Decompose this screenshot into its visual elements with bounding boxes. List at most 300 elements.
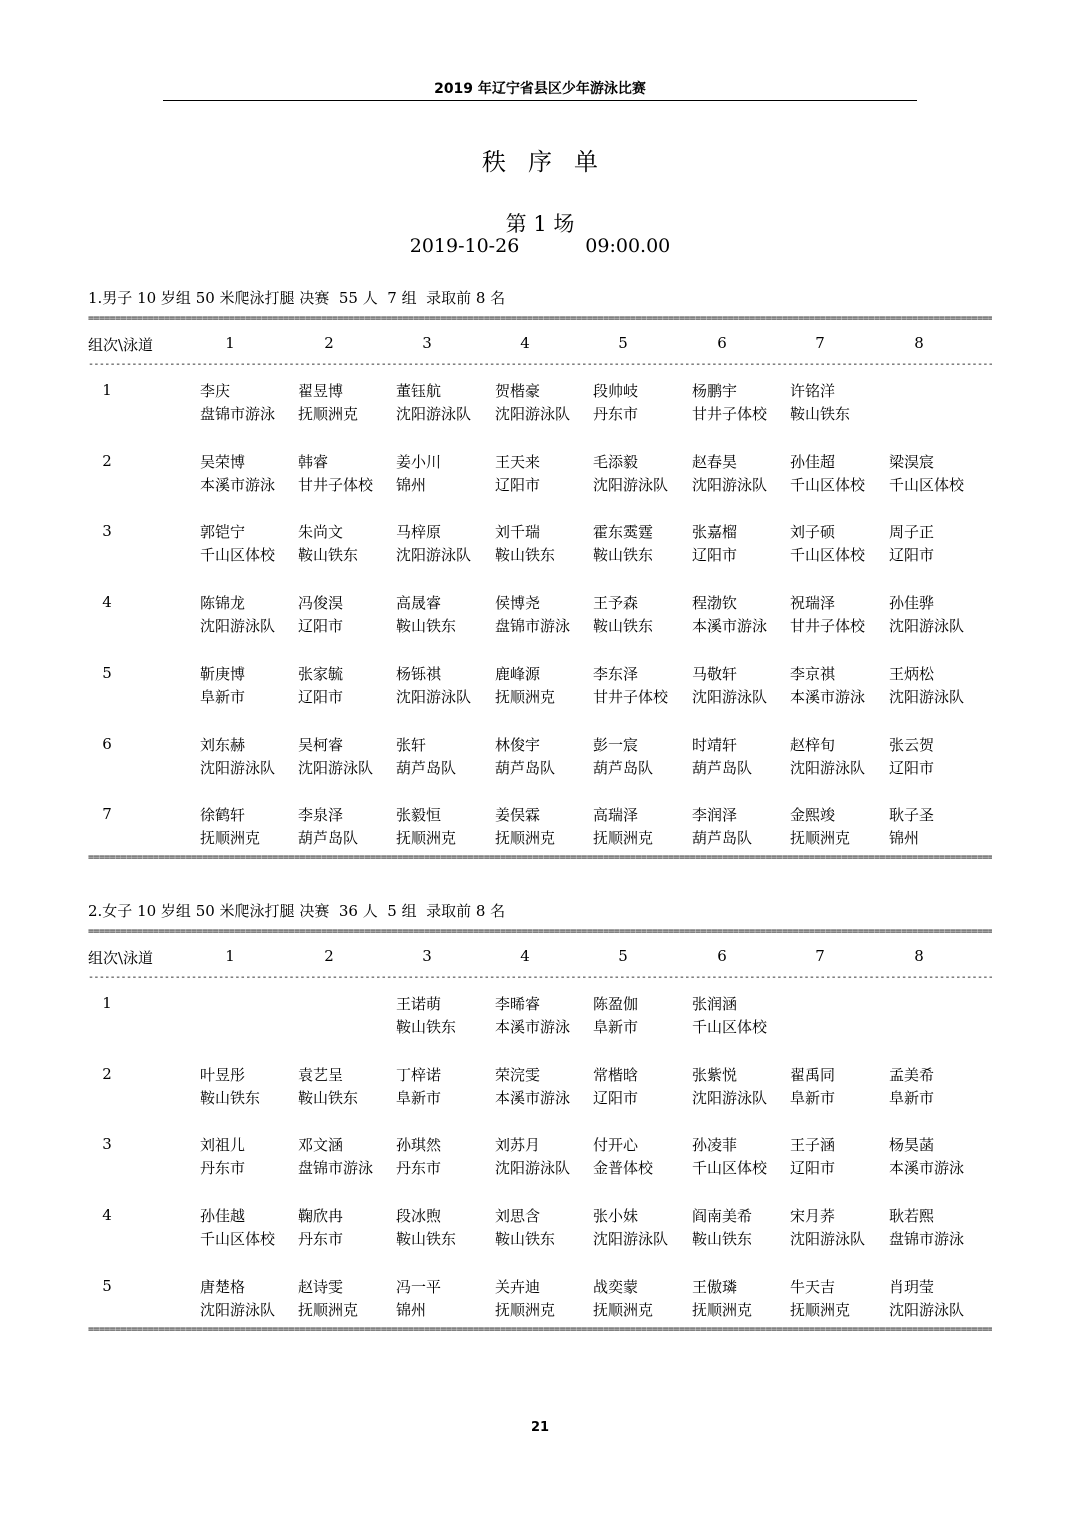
heat-number: 4 bbox=[102, 1206, 112, 1225]
swimmer-team: 抚顺洲克 bbox=[495, 829, 556, 848]
header-title: 2019 年辽宁省县区少年游泳比赛 bbox=[434, 81, 646, 97]
swimmer-cell bbox=[790, 593, 885, 639]
swimmer-cell bbox=[790, 664, 885, 710]
swimmer-team: 阜新市 bbox=[889, 1088, 935, 1107]
swimmer-name: 唐楚格 bbox=[200, 1277, 246, 1296]
swimmer-team: 丹东市 bbox=[200, 1159, 246, 1178]
swimmer-cell bbox=[889, 994, 984, 1040]
swimmer-cell bbox=[692, 1065, 787, 1111]
swimmer-name bbox=[790, 994, 885, 1017]
swimmer-cell bbox=[298, 1206, 393, 1252]
swimmer-cell bbox=[889, 1277, 984, 1323]
swimmer-team: 锦州 bbox=[396, 475, 427, 494]
swimmer-team: 丹东市 bbox=[298, 1230, 344, 1249]
lane-header: 1 bbox=[225, 947, 235, 965]
lane-header: 3 bbox=[422, 334, 432, 352]
swimmer-cell bbox=[200, 522, 295, 568]
swimmer-cell bbox=[889, 805, 984, 851]
swimmer-name: 赵春昊 bbox=[692, 452, 738, 471]
swimmer-cell bbox=[396, 805, 491, 851]
swimmer-team: 辽阳市 bbox=[790, 1159, 836, 1178]
swimmer-name: 翟禹同 bbox=[790, 1065, 836, 1084]
heat-number: 2 bbox=[102, 1064, 112, 1083]
swimmer-name: 毛添毅 bbox=[593, 452, 639, 471]
swimmer-cell bbox=[495, 994, 590, 1040]
swimmer-name: 吴柯睿 bbox=[298, 735, 344, 754]
swimmer-name: 高晟睿 bbox=[396, 594, 442, 613]
heat-row bbox=[88, 1135, 992, 1183]
swimmer-team: 本溪市游泳 bbox=[790, 687, 866, 706]
heat-number: 6 bbox=[102, 734, 112, 753]
swimmer-name: 王诺萌 bbox=[396, 995, 442, 1013]
heat-row bbox=[88, 1277, 992, 1325]
swimmer-cell bbox=[889, 452, 984, 498]
swimmer-team: 沈阳游泳队 bbox=[889, 617, 965, 636]
swimmer-cell bbox=[692, 1206, 787, 1252]
lane-header: 5 bbox=[618, 334, 628, 352]
swimmer-cell bbox=[790, 1277, 885, 1323]
swimmer-team: 抚顺洲克 bbox=[495, 1300, 556, 1319]
heat-number: 1 bbox=[102, 994, 112, 1012]
swimmer-cell bbox=[790, 1206, 885, 1252]
swimmer-cell bbox=[396, 381, 491, 427]
swimmer-team: 甘井子体校 bbox=[692, 405, 768, 423]
swimmer-name: 战奕蒙 bbox=[593, 1277, 639, 1296]
swimmer-cell bbox=[298, 522, 393, 568]
swimmer-cell bbox=[200, 735, 295, 781]
swimmer-name: 翟昱博 bbox=[298, 382, 344, 400]
heat-row bbox=[88, 381, 992, 429]
swimmer-name: 韩睿 bbox=[298, 452, 329, 471]
document-title: 秩序单 bbox=[482, 148, 620, 176]
swimmer-cell bbox=[790, 1065, 885, 1111]
swimmer-team: 辽阳市 bbox=[298, 687, 344, 706]
swimmer-team: 鞍山铁东 bbox=[396, 1018, 457, 1036]
swimmer-team: 金普体校 bbox=[593, 1159, 654, 1178]
swimmer-team: 辽阳市 bbox=[593, 1088, 639, 1107]
swimmer-team: 盘锦市游泳 bbox=[298, 1159, 374, 1178]
swimmer-cell bbox=[298, 664, 393, 710]
swimmer-team: 千山区体校 bbox=[889, 475, 965, 494]
swimmer-team: 鞍山铁东 bbox=[692, 1230, 753, 1249]
swimmer-team: 沈阳游泳队 bbox=[692, 687, 768, 706]
swimmer-cell bbox=[692, 452, 787, 498]
swimmer-cell bbox=[692, 593, 787, 639]
swimmer-name: 孟美希 bbox=[889, 1065, 935, 1084]
lane-header: 7 bbox=[815, 947, 825, 965]
lane-header: 8 bbox=[914, 334, 924, 352]
swimmer-cell bbox=[298, 381, 393, 427]
swimmer-team: 甘井子体校 bbox=[593, 687, 669, 706]
swimmer-name: 张润涵 bbox=[692, 995, 738, 1013]
swimmer-team: 葫芦岛队 bbox=[692, 829, 753, 848]
swimmer-cell bbox=[495, 1135, 590, 1181]
swimmer-team: 沈阳游泳队 bbox=[692, 475, 768, 494]
swimmer-cell bbox=[396, 1277, 491, 1323]
lane-header: 4 bbox=[520, 947, 530, 965]
swimmer-name: 杨昊菡 bbox=[889, 1136, 935, 1155]
swimmer-cell bbox=[593, 1206, 688, 1252]
swimmer-team: 阜新市 bbox=[200, 687, 246, 706]
swimmer-name: 鹿峰源 bbox=[495, 664, 541, 683]
swimmer-team: 鞍山铁东 bbox=[790, 405, 851, 423]
swimmer-name: 李庆 bbox=[200, 382, 231, 400]
swimmer-cell bbox=[593, 735, 688, 781]
swimmer-cell bbox=[692, 664, 787, 710]
swimmer-team: 抚顺洲克 bbox=[396, 829, 457, 848]
swimmer-name: 李润泽 bbox=[692, 806, 738, 825]
swimmer-team: 盘锦市游泳 bbox=[889, 1230, 965, 1249]
swimmer-team: 葫芦岛队 bbox=[495, 758, 556, 777]
swimmer-name: 李东泽 bbox=[593, 664, 639, 683]
swimmer-team: 辽阳市 bbox=[889, 546, 935, 565]
swimmer-name: 耿子圣 bbox=[889, 806, 935, 825]
swimmer-name: 张小妹 bbox=[593, 1207, 639, 1226]
swimmer-cell bbox=[200, 452, 295, 498]
swimmer-cell bbox=[396, 1065, 491, 1111]
swimmer-name: 阎南美希 bbox=[692, 1207, 753, 1226]
swimmer-name: 孙佳越 bbox=[200, 1207, 246, 1226]
swimmer-name: 牛天吉 bbox=[790, 1277, 836, 1296]
swimmer-team: 沈阳游泳队 bbox=[396, 405, 472, 423]
swimmer-cell bbox=[790, 381, 885, 427]
swimmer-cell bbox=[200, 1277, 295, 1323]
swimmer-cell bbox=[298, 452, 393, 498]
swimmer-cell bbox=[593, 805, 688, 851]
swimmer-team bbox=[790, 1017, 885, 1040]
heat-number: 7 bbox=[102, 805, 112, 824]
swimmer-name: 姜小川 bbox=[396, 452, 442, 471]
swimmer-name: 冯俊淏 bbox=[298, 594, 344, 613]
swimmer-team: 鞍山铁东 bbox=[396, 617, 457, 636]
double-rule bbox=[88, 314, 992, 324]
header-rule bbox=[163, 100, 917, 101]
swimmer-cell bbox=[692, 1277, 787, 1323]
swimmer-cell bbox=[593, 1065, 688, 1111]
swimmer-team bbox=[889, 1017, 984, 1040]
swimmer-team: 沈阳游泳队 bbox=[889, 687, 965, 706]
swimmer-name: 刘子硕 bbox=[790, 523, 836, 542]
lane-header: 6 bbox=[717, 947, 727, 965]
swimmer-name: 赵梓旬 bbox=[790, 735, 836, 754]
swimmer-team: 沈阳游泳队 bbox=[495, 405, 571, 423]
swimmer-team: 鞍山铁东 bbox=[495, 546, 556, 565]
swimmer-team: 千山区体校 bbox=[692, 1159, 768, 1178]
swimmer-name bbox=[889, 994, 984, 1017]
swimmer-team: 辽阳市 bbox=[495, 475, 541, 494]
swimmer-cell bbox=[495, 735, 590, 781]
swimmer-cell bbox=[790, 522, 885, 568]
swimmer-name: 孙琪然 bbox=[396, 1136, 442, 1155]
swimmer-name: 李晞睿 bbox=[495, 995, 541, 1013]
single-rule bbox=[88, 360, 992, 370]
swimmer-cell bbox=[889, 1135, 984, 1181]
heat-number: 1 bbox=[102, 381, 112, 399]
swimmer-name: 许铭洋 bbox=[790, 382, 836, 400]
swimmer-name: 丁梓诺 bbox=[396, 1065, 442, 1084]
swimmer-cell bbox=[593, 593, 688, 639]
swimmer-team: 千山区体校 bbox=[200, 546, 276, 565]
double-rule bbox=[88, 927, 992, 937]
swimmer-cell bbox=[495, 452, 590, 498]
session-date: 2019-10-26 bbox=[409, 235, 520, 257]
swimmer-name: 王傲璘 bbox=[692, 1277, 738, 1296]
swimmer-team: 葫芦岛队 bbox=[298, 829, 359, 848]
swimmer-cell bbox=[495, 1206, 590, 1252]
swimmer-name: 张嘉榴 bbox=[692, 523, 738, 542]
swimmer-team: 沈阳游泳队 bbox=[396, 546, 472, 565]
swimmer-team: 鞍山铁东 bbox=[593, 617, 654, 636]
lane-header: 2 bbox=[324, 947, 334, 965]
swimmer-team: 鞍山铁东 bbox=[593, 546, 654, 565]
swimmer-cell bbox=[298, 994, 393, 1040]
swimmer-name: 段帅岐 bbox=[593, 382, 639, 400]
swimmer-name: 王天来 bbox=[495, 452, 541, 471]
swimmer-name: 袁艺呈 bbox=[298, 1065, 344, 1084]
swimmer-team: 沈阳游泳队 bbox=[495, 1159, 571, 1178]
swimmer-team: 鞍山铁东 bbox=[495, 1230, 556, 1249]
swimmer-team: 鞍山铁东 bbox=[200, 1088, 261, 1107]
swimmer-name: 付开心 bbox=[593, 1136, 639, 1155]
swimmer-name: 陈盈伽 bbox=[593, 995, 639, 1013]
swimmer-team: 沈阳游泳队 bbox=[298, 758, 374, 777]
swimmer-cell bbox=[495, 593, 590, 639]
group-lane-header: 组次\泳道 bbox=[88, 336, 154, 354]
swimmer-team: 千山区体校 bbox=[790, 546, 866, 565]
swimmer-team: 丹东市 bbox=[593, 405, 639, 423]
swimmer-cell bbox=[396, 593, 491, 639]
swimmer-name: 王炳松 bbox=[889, 664, 935, 683]
swimmer-name: 祝瑞泽 bbox=[790, 594, 836, 613]
session-label: 第 1 场 bbox=[505, 212, 575, 236]
swimmer-cell bbox=[396, 994, 491, 1040]
swimmer-name: 刘祖儿 bbox=[200, 1136, 246, 1155]
session-time: 09:00.00 bbox=[585, 235, 671, 257]
group-lane-header: 组次\泳道 bbox=[88, 949, 154, 967]
heat-row bbox=[88, 805, 992, 853]
swimmer-name: 靳庚博 bbox=[200, 664, 246, 683]
heat-row bbox=[88, 593, 992, 641]
swimmer-team: 沈阳游泳队 bbox=[593, 1230, 669, 1249]
swimmer-name: 常楷晗 bbox=[593, 1065, 639, 1084]
swimmer-cell bbox=[692, 522, 787, 568]
swimmer-name: 鞠欣冉 bbox=[298, 1207, 344, 1226]
swimmer-name bbox=[889, 381, 984, 404]
swimmer-name: 邓文涵 bbox=[298, 1136, 344, 1155]
swimmer-team: 沈阳游泳队 bbox=[889, 1300, 965, 1319]
table-header-row bbox=[88, 947, 992, 967]
swimmer-cell bbox=[790, 1135, 885, 1181]
swimmer-team: 沈阳游泳队 bbox=[200, 758, 276, 777]
swimmer-cell bbox=[593, 381, 688, 427]
swimmer-cell bbox=[790, 735, 885, 781]
heat-number: 3 bbox=[102, 522, 112, 541]
swimmer-team bbox=[200, 1017, 295, 1040]
swimmer-team: 盘锦市游泳 bbox=[495, 617, 571, 636]
swimmer-team: 抚顺洲克 bbox=[200, 829, 261, 848]
swimmer-cell bbox=[396, 735, 491, 781]
heat-row bbox=[88, 1206, 992, 1254]
swimmer-name: 肖玥莹 bbox=[889, 1277, 935, 1296]
swimmer-cell bbox=[593, 1135, 688, 1181]
swimmer-team: 本溪市游泳 bbox=[200, 475, 276, 494]
swimmer-team: 沈阳游泳队 bbox=[200, 617, 276, 636]
swimmer-team: 甘井子体校 bbox=[298, 475, 374, 494]
swimmer-name: 时靖轩 bbox=[692, 735, 738, 754]
swimmer-team: 抚顺洲克 bbox=[790, 829, 851, 848]
swimmer-team: 抚顺洲克 bbox=[495, 687, 556, 706]
swimmer-team: 葫芦岛队 bbox=[396, 758, 457, 777]
swimmer-team: 本溪市游泳 bbox=[692, 617, 768, 636]
swimmer-team: 抚顺洲克 bbox=[790, 1300, 851, 1319]
swimmer-team: 盘锦市游泳 bbox=[200, 405, 276, 423]
swimmer-name: 刘千瑞 bbox=[495, 523, 541, 542]
swimmer-cell bbox=[889, 664, 984, 710]
swimmer-cell bbox=[495, 805, 590, 851]
swimmer-name: 杨铄祺 bbox=[396, 664, 442, 683]
swimmer-name: 冯一平 bbox=[396, 1277, 442, 1296]
swimmer-name: 程渤钦 bbox=[692, 594, 738, 613]
swimmer-name: 徐鹤轩 bbox=[200, 806, 246, 825]
heat-row bbox=[88, 664, 992, 712]
swimmer-name: 彭一宸 bbox=[593, 735, 639, 754]
swimmer-cell bbox=[200, 1206, 295, 1252]
swimmer-team: 鞍山铁东 bbox=[298, 1088, 359, 1107]
double-rule bbox=[88, 853, 992, 863]
swimmer-name: 荣浣雯 bbox=[495, 1065, 541, 1084]
swimmer-cell bbox=[495, 664, 590, 710]
swimmer-name: 张紫悦 bbox=[692, 1065, 738, 1084]
swimmer-name: 赵诗雯 bbox=[298, 1277, 344, 1296]
swimmer-team: 沈阳游泳队 bbox=[396, 687, 472, 706]
swimmer-cell bbox=[298, 805, 393, 851]
swimmer-cell bbox=[593, 664, 688, 710]
swimmer-name: 贺楷豪 bbox=[495, 382, 541, 400]
swimmer-team: 本溪市游泳 bbox=[495, 1088, 571, 1107]
swimmer-cell bbox=[298, 593, 393, 639]
swimmer-team: 千山区体校 bbox=[692, 1018, 768, 1036]
swimmer-name: 张云贺 bbox=[889, 735, 935, 754]
swimmer-name: 陈锦龙 bbox=[200, 594, 246, 613]
swimmer-cell bbox=[200, 1065, 295, 1111]
swimmer-name: 叶昱彤 bbox=[200, 1065, 246, 1084]
swimmer-team: 沈阳游泳队 bbox=[692, 1088, 768, 1107]
swimmer-cell bbox=[298, 1065, 393, 1111]
heat-row bbox=[88, 522, 992, 570]
swimmer-team: 锦州 bbox=[396, 1300, 427, 1319]
swimmer-name: 王予森 bbox=[593, 594, 639, 613]
swimmer-cell bbox=[200, 1135, 295, 1181]
lane-header: 5 bbox=[618, 947, 628, 965]
page-number: 21 bbox=[530, 1420, 550, 1435]
lane-header: 8 bbox=[914, 947, 924, 965]
lane-header: 3 bbox=[422, 947, 432, 965]
swimmer-cell bbox=[396, 1206, 491, 1252]
swimmer-team: 沈阳游泳队 bbox=[593, 475, 669, 494]
lane-header: 1 bbox=[225, 334, 235, 352]
swimmer-cell bbox=[200, 593, 295, 639]
swimmer-name: 朱尚文 bbox=[298, 523, 344, 542]
swimmer-name: 梁淏宸 bbox=[889, 452, 935, 471]
swimmer-name: 孙佳骅 bbox=[889, 594, 935, 613]
swimmer-team: 沈阳游泳队 bbox=[790, 1230, 866, 1249]
swimmer-team: 辽阳市 bbox=[298, 617, 344, 636]
swimmer-team: 葫芦岛队 bbox=[593, 758, 654, 777]
swimmer-team: 锦州 bbox=[889, 829, 920, 848]
swimmer-cell bbox=[200, 381, 295, 427]
swimmer-cell bbox=[495, 1277, 590, 1323]
swimmer-team: 鞍山铁东 bbox=[298, 546, 359, 565]
event-title: 2.女子 10 岁组 50 米爬泳打腿 决赛 36 人 5 组 录取前 8 名 bbox=[88, 902, 506, 920]
swimmer-name: 高瑞泽 bbox=[593, 806, 639, 825]
swimmer-team: 千山区体校 bbox=[790, 475, 866, 494]
swimmer-name: 孙佳超 bbox=[790, 452, 836, 471]
swimmer-cell bbox=[200, 994, 295, 1040]
swimmer-name: 吴荣博 bbox=[200, 452, 246, 471]
heat-number: 5 bbox=[102, 1276, 112, 1295]
lane-header: 2 bbox=[324, 334, 334, 352]
event-title: 1.男子 10 岁组 50 米爬泳打腿 决赛 55 人 7 组 录取前 8 名 bbox=[88, 289, 506, 307]
heat-number: 4 bbox=[102, 593, 112, 612]
swimmer-team: 抚顺洲克 bbox=[593, 1300, 654, 1319]
swimmer-team: 本溪市游泳 bbox=[495, 1018, 571, 1036]
swimmer-name: 李京祺 bbox=[790, 664, 836, 683]
swimmer-team: 阜新市 bbox=[593, 1018, 639, 1036]
swimmer-name: 郭铠宁 bbox=[200, 523, 246, 542]
swimmer-team: 辽阳市 bbox=[889, 758, 935, 777]
swimmer-cell bbox=[495, 522, 590, 568]
swimmer-name: 刘思含 bbox=[495, 1207, 541, 1226]
swimmer-team: 本溪市游泳 bbox=[889, 1159, 965, 1178]
heat-row bbox=[88, 1065, 992, 1113]
swimmer-name: 金熙竣 bbox=[790, 806, 836, 825]
swimmer-name: 姜俣霖 bbox=[495, 806, 541, 825]
swimmer-name: 李泉泽 bbox=[298, 806, 344, 825]
swimmer-team bbox=[889, 404, 984, 427]
heat-row bbox=[88, 994, 992, 1042]
swimmer-name: 宋月荞 bbox=[790, 1207, 836, 1226]
swimmer-name: 林俊宇 bbox=[495, 735, 541, 754]
swimmer-cell bbox=[790, 452, 885, 498]
swimmer-cell bbox=[692, 735, 787, 781]
swimmer-team: 沈阳游泳队 bbox=[200, 1300, 276, 1319]
table-header-row bbox=[88, 334, 992, 354]
swimmer-cell bbox=[495, 1065, 590, 1111]
swimmer-cell bbox=[790, 805, 885, 851]
swimmer-cell bbox=[692, 1135, 787, 1181]
swimmer-name: 张家毓 bbox=[298, 664, 344, 683]
heat-number: 2 bbox=[102, 451, 112, 470]
swimmer-team: 辽阳市 bbox=[692, 546, 738, 565]
swimmer-name bbox=[298, 994, 393, 1017]
swimmer-cell bbox=[889, 593, 984, 639]
swimmer-cell bbox=[790, 994, 885, 1040]
swimmer-team: 抚顺洲克 bbox=[298, 405, 359, 423]
swimmer-team: 甘井子体校 bbox=[790, 617, 866, 636]
swimmer-cell bbox=[298, 1135, 393, 1181]
swimmer-team bbox=[298, 1017, 393, 1040]
swimmer-name: 侯博尧 bbox=[495, 594, 541, 613]
swimmer-cell bbox=[889, 522, 984, 568]
swimmer-cell bbox=[692, 381, 787, 427]
swimmer-cell bbox=[200, 664, 295, 710]
swimmer-team: 抚顺洲克 bbox=[692, 1300, 753, 1319]
session-datetime bbox=[0, 235, 1080, 257]
swimmer-name: 刘苏月 bbox=[495, 1136, 541, 1155]
swimmer-cell bbox=[298, 735, 393, 781]
swimmer-name: 张轩 bbox=[396, 735, 427, 754]
swimmer-team: 抚顺洲克 bbox=[298, 1300, 359, 1319]
